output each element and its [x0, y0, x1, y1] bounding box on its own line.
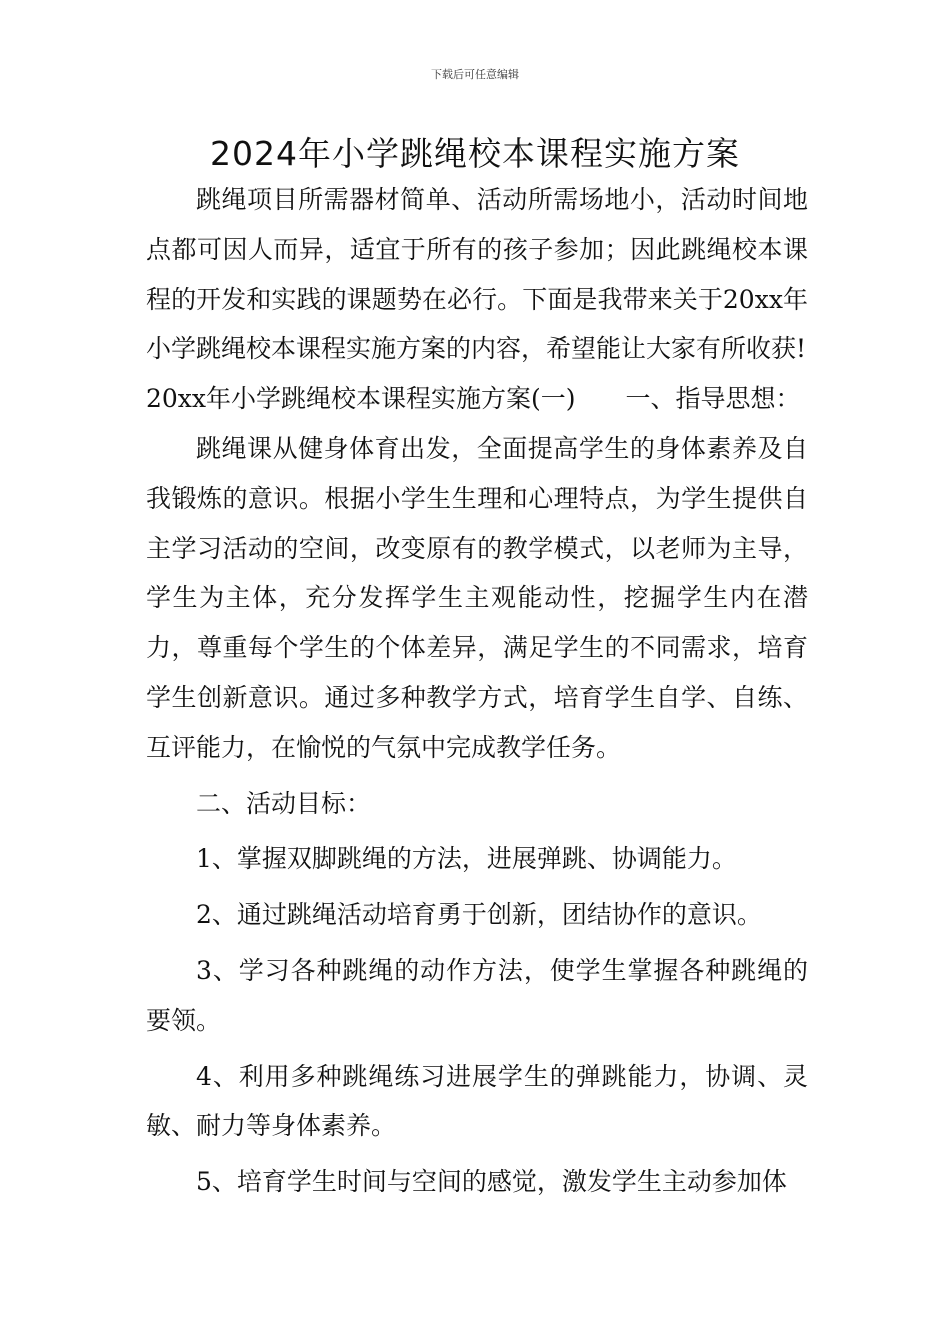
- goal-item-5: 5、培育学生时间与空间的感觉，激发学生主动参加体: [196, 1167, 787, 1197]
- document-body: [146, 175, 808, 1207]
- goal-item-1: 1、掌握双脚跳绳的方法，进展弹跳、协调能力。: [196, 844, 737, 874]
- intro-paragraph: 跳绳项目所需器材简单、活动所需场地小，活动时间地点都可因人而异，适宜于所有的孩子参加；因此跳绳校本课程的开发和实践的课题势在必行。下面是我带来关于20xx年小学跳绳校本课程实施方案的内容，希望能让大家有所收获!: [146, 185, 808, 364]
- section-heading: 20xx年小学跳绳校本课程实施方案(一) 一、指导思想：: [146, 384, 801, 414]
- goal-item-4: 4、利用多种跳绳练习进展学生的弹跳能力，协调、灵敏、耐力等身体素养。: [146, 1061, 808, 1141]
- goal-item-3: 3、学习各种跳绳的动作方法，使学生掌握各种跳绳的要领。: [146, 955, 808, 1035]
- goal-item-2: 2、通过跳绳活动培育勇于创新，团结协作的意识。: [196, 900, 762, 930]
- guiding-paragraph: 跳绳课从健身体育出发，全面提高学生的身体素养及自我锻炼的意识。根据小学生生理和心理特点，为学生提供自主学习活动的空间，改变原有的教学模式，以老师为主导，学生为主体，充分发挥学生主观能动性，挖掘学生内在潜力，尊重每个学生的个体差异，满足学生的不同需求，培育学生创新意识。通过多种教学方式，培育学生自学、自练、互评能力，在愉悦的气氛中完成教学任务。: [146, 433, 808, 762]
- document-title: 2024年小学跳绳校本课程实施方案: [210, 134, 740, 173]
- header-note: 下载后可任意编辑: [431, 68, 519, 81]
- goals-heading: 二、活动目标：: [196, 788, 372, 818]
